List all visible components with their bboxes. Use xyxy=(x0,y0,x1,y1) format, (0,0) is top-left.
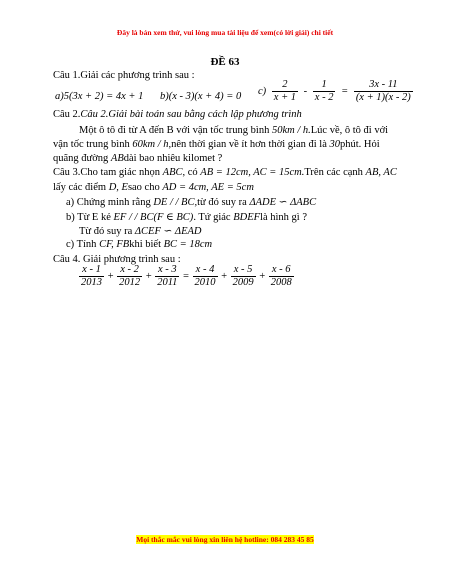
q1c-fraction-1: $\frac{2}{x + 1}$ xyxy=(273,79,297,103)
q3a-similar: ΔADE ∽ ΔABC xyxy=(249,197,317,208)
q4-operator: + xyxy=(258,271,266,282)
q3-line-1: Câu 3.Cho tam giác nhọn ABC, có AB = 12cm, AC = 15cm.Trên các cạnh AB, AC xyxy=(53,167,397,178)
q1c-fraction-2: $\frac{1}{x - 2}$ xyxy=(314,79,334,103)
q3-sides: AB, AC xyxy=(365,167,397,178)
q4-equation xyxy=(78,264,295,289)
q3-part-c: c) Tính CF, FBkhi biết BC = 18cm xyxy=(66,239,213,250)
q1-part-b: b)(x - 3)(x + 4) = 0 xyxy=(160,91,242,102)
q4-fraction: $\frac{x - 6}{2008}$ xyxy=(270,264,292,288)
q2-line-2: vận tốc trung bình 60km / h,nên thời gian về ít hơn thời gian đi là 30phút. Hỏi xyxy=(53,139,380,150)
q3-part-b-line-2: Từ đó suy ra ΔCEF ∽ ΔEAD xyxy=(79,226,202,237)
q2-speed-2: 60km / h, xyxy=(132,139,172,150)
q3-part-b: b) Từ E kẻ EF / / BC(F ∈ BC). Tứ giác BDEFlà hình gì ? xyxy=(66,212,307,223)
q4-fraction: $\frac{x - 4}{2010}$ xyxy=(194,264,216,288)
q3b-quadrilateral: BDEF xyxy=(233,212,261,223)
page-title: ĐỀ 63 xyxy=(210,56,240,68)
q4-heading: Câu 4. Giải phương trình sau : xyxy=(53,254,181,265)
q1c-fraction-3: $\frac{3x - 11}{(x + 1)(x - 2)}$ xyxy=(355,79,411,103)
q3c-length: BC = 18cm xyxy=(163,239,213,250)
q1-part-c xyxy=(256,79,414,104)
q4-operator: + xyxy=(145,271,153,282)
q2-line-3: quãng đường ABdài bao nhiêu kilomet ? xyxy=(53,153,223,164)
q4-operator: = xyxy=(182,271,190,282)
q3a-parallel: DE / / BC, xyxy=(153,197,198,208)
q4-operator: + xyxy=(220,271,228,282)
footer-banner xyxy=(0,534,450,545)
q1-heading: Câu 1.Giải các phương trình sau : xyxy=(53,70,195,81)
q1c-minus: - xyxy=(303,86,308,97)
q1c-label: c) xyxy=(258,86,267,97)
q1-part-a: a)5(3x + 2) = 4x + 1 xyxy=(55,91,144,102)
q3-point-lengths: AD = 4cm, AE = 5cm xyxy=(162,182,254,193)
q3-line-2: lấy các điểm D, Esao cho AD = 4cm, AE = 5cm xyxy=(53,182,254,193)
q4-fraction: $\frac{x - 5}{2009}$ xyxy=(232,264,254,288)
q3-points: D, E xyxy=(108,182,128,193)
q3b-similar: ΔCEF ∽ ΔEAD xyxy=(134,226,202,237)
q3-triangle: ABC xyxy=(162,167,183,178)
q4-fraction: $\frac{x - 2}{2012}$ xyxy=(119,264,141,288)
q2-line-1: Một ô tô đi từ A đến B với vận tốc trung bình 50km / h.Lúc về, ô tô đi với xyxy=(79,125,389,136)
q1c-equals: = xyxy=(341,86,349,97)
q2-heading-text: Câu 2.Giải bài toán sau bằng cách lập phương trình xyxy=(80,109,302,120)
header-banner: Đây là bản xem thử, vui lòng mua tài liệu để xem(có lời giải) chi tiết xyxy=(116,28,334,37)
q3c-segments: CF, FB xyxy=(99,239,130,250)
q4-fraction: $\frac{x - 3}{2011}$ xyxy=(157,264,178,288)
q4-fraction: $\frac{x - 1}{2013}$ xyxy=(81,264,102,288)
q3b-parallel: EF / / BC(F ∈ BC) xyxy=(113,212,194,223)
footer-banner-text: Mọi thắc mắc vui lòng xin liên hệ hotline: 084 283 45 85 xyxy=(136,535,314,544)
q2-minutes: 30 xyxy=(329,139,341,150)
q4-operator: + xyxy=(107,271,115,282)
q2-speed-1: 50km / h. xyxy=(271,125,311,136)
q2-heading: Câu 2.Câu 2.Giải bài toán sau bằng cách lập phương trình xyxy=(53,109,302,120)
q3-lengths: AB = 12cm, AC = 15cm. xyxy=(200,167,305,178)
q2-segment-ab: AB xyxy=(110,153,124,164)
q3-part-a: a) Chứng minh rằng DE / / BC,từ đó suy ra ΔADE ∽ ΔABC xyxy=(66,197,317,208)
